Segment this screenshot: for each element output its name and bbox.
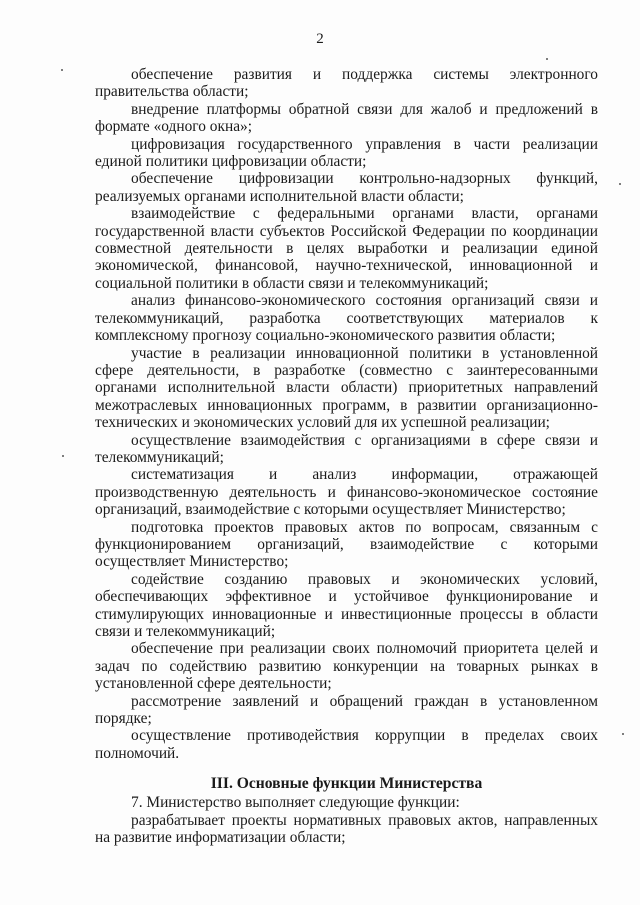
paragraph: систематизация и анализ информации, отражающей производственную деятельность и финансово-экономическое состояние организаций, взаимодействие с которыми осуществляет Министерство; [95, 466, 598, 519]
scan-speck [622, 733, 624, 735]
paragraph: обеспечение при реализации своих полномочий приоритета целей и задач по содействию развитию конкуренции на товарных рынках в установленной сфере деятельности; [95, 640, 598, 693]
paragraph: осуществление взаимодействия с организациями в сфере связи и телекоммуникаций; [95, 431, 598, 466]
section-paragraph: разрабатывает проекты нормативных правовых актов, направленных на развитие информатизации области; [95, 811, 598, 847]
page-number: 2 [316, 31, 324, 47]
scan-speck [62, 455, 64, 457]
paragraph: цифровизация государственного управления в части реализации единой политики цифровизации области; [95, 135, 598, 171]
paragraph: обеспечение цифровизации контрольно-надзорных функций, реализуемых органами исполнительной власти области; [95, 170, 598, 205]
scan-speck [619, 183, 621, 185]
scan-speck [546, 58, 548, 60]
paragraph: обеспечение развития и поддержка системы электронного правительства области; [95, 66, 598, 101]
paragraph: внедрение платформы обратной связи для жалоб и предложений в формате «одного окна»; [95, 100, 598, 136]
paragraph: рассмотрение заявлений и обращений граждан в установленном порядке; [95, 692, 598, 728]
document-body [95, 66, 598, 846]
paragraph: содействие созданию правовых и экономических условий, обеспечивающих эффективное и устойчивое функционирование и стимулирующих инновационные и инвестиционные процессы в области связи и телекоммуникаций; [95, 570, 598, 640]
section-paragraph: 7. Министерство выполняет следующие функции: [131, 794, 460, 812]
scan-speck [61, 69, 63, 71]
paragraph: осуществление противодействия коррупции в пределах своих полномочий. [95, 727, 598, 762]
section-heading: III. Основные функции Министерства [210, 775, 483, 793]
paragraph: анализ финансово-экономического состояния организаций связи и телекоммуникаций, разработка соответствующих материалов к комплексному прогнозу социально-экономического развития области; [95, 292, 598, 345]
paragraph: участие в реализации инновационной политики в установленной сфере деятельности, в разработке (совместно с заинтересованными органами исполнительной власти области) приоритетных направлений межотраслевых инновационных программ, в развитии организационно-технических и экономических условий для их успешной реализации; [95, 344, 598, 432]
paragraph: подготовка проектов правовых актов по вопросам, связанным с функционированием организаций, взаимодействие с которыми осуществляет Министерство; [95, 518, 598, 571]
paragraph: взаимодействие с федеральными органами власти, органами государственной власти субъектов Российской Федерации по координации совместной деятельности в целях выработки и реализации единой экономической, финансовой, научно-технической, инновационной и социальной политики в области связи и телекоммуникаций; [95, 205, 598, 292]
